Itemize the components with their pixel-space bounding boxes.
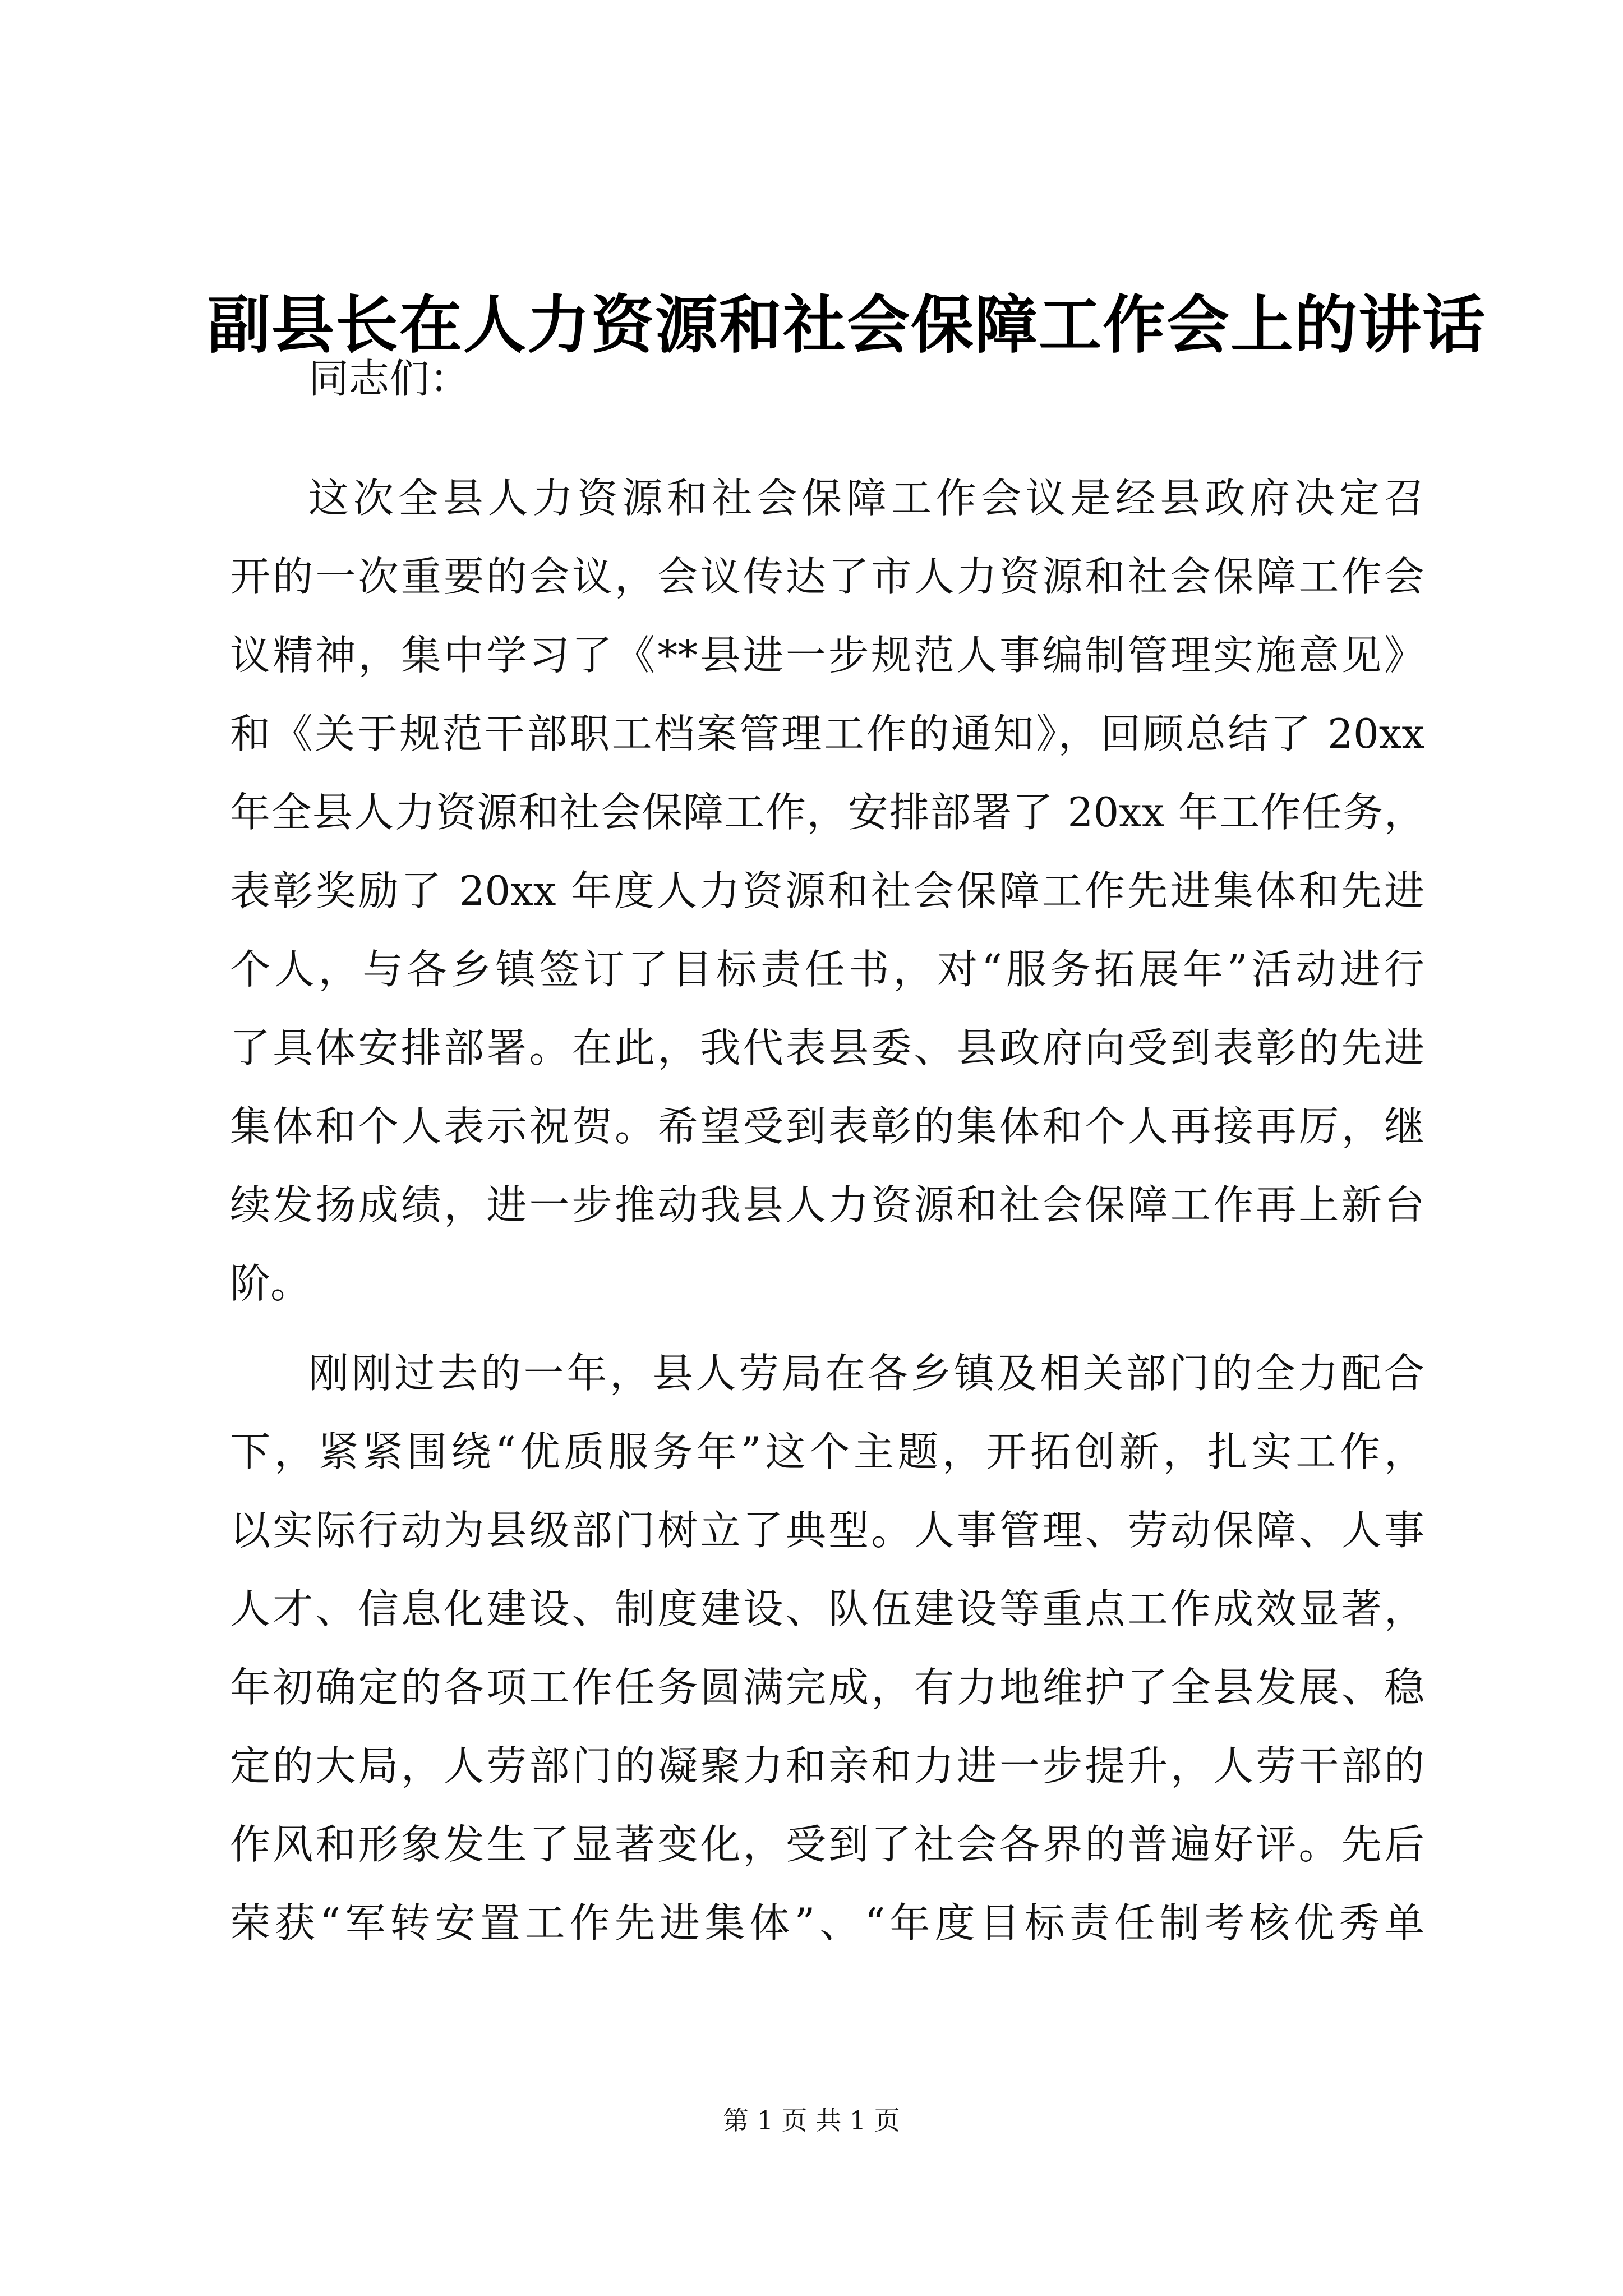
paragraph-1-line: 和《关于规范干部职工档案管理工作的通知》，回顾总结了 20xx xyxy=(230,710,1424,757)
paragraph-2-line: 荣获“军转安置工作先进集体”、“年度目标责任制考核优秀单 xyxy=(230,1899,1424,1947)
paragraph-1-line: 了具体安排部署。在此，我代表县委、县政府向受到表彰的先进 xyxy=(230,1024,1424,1071)
paragraph-2-line: 作风和形象发生了显著变化，受到了社会各界的普遍好评。先后 xyxy=(230,1821,1424,1868)
paragraph-1-line: 年全县人力资源和社会保障工作，安排部署了 20xx 年工作任务， xyxy=(230,789,1424,836)
paragraph-2-line: 刚刚过去的一年，县人劳局在各乡镇及相关部门的全力配合 xyxy=(308,1350,1424,1397)
paragraph-1-line: 这次全县人力资源和社会保障工作会议是经县政府决定召 xyxy=(308,475,1424,522)
paragraph-2-line: 定的大局，人劳部门的凝聚力和亲和力进一步提升，人劳干部的 xyxy=(230,1742,1424,1789)
paragraph-1-line: 续发扬成绩，进一步推动我县人力资源和社会保障工作再上新台 xyxy=(230,1181,1424,1228)
paragraph-2-line: 以实际行动为县级部门树立了典型。人事管理、劳动保障、人事 xyxy=(230,1507,1424,1554)
paragraph-2-line: 年初确定的各项工作任务圆满完成，有力地维护了全县发展、稳 xyxy=(230,1664,1424,1711)
paragraph-2-line: 下，紧紧围绕“优质服务年”这个主题，开拓创新，扎实工作， xyxy=(230,1428,1424,1475)
paragraph-2-line: 人才、信息化建设、制度建设、队伍建设等重点工作成效显著， xyxy=(230,1585,1424,1632)
paragraph-1-line: 阶。 xyxy=(230,1260,311,1307)
paragraph-1-line: 开的一次重要的会议，会议传达了市人力资源和社会保障工作会 xyxy=(230,553,1424,600)
paragraph-1-line: 表彰奖励了 20xx 年度人力资源和社会保障工作先进集体和先进 xyxy=(230,867,1424,914)
document-title: 副县长在人力资源和社会保障工作会上的讲话 xyxy=(208,288,1486,362)
page-footer: 第 1 页 共 1 页 xyxy=(723,2105,900,2136)
salutation: 同志们： xyxy=(308,355,471,402)
paragraph-1-line: 个人，与各乡镇签订了目标责任书，对“服务拓展年”活动进行 xyxy=(230,946,1424,993)
paragraph-1-line: 议精神，集中学习了《**县进一步规范人事编制管理实施意见》 xyxy=(230,632,1424,679)
paragraph-1-line: 集体和个人表示祝贺。希望受到表彰的集体和个人再接再厉，继 xyxy=(230,1103,1424,1150)
